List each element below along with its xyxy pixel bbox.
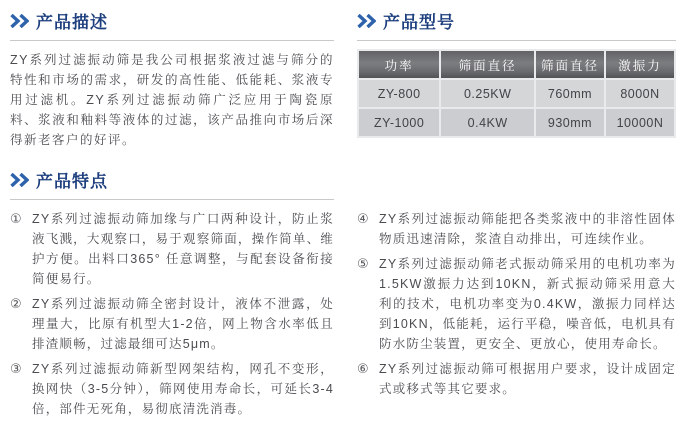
feature-item: [10, 359, 334, 419]
model-table-header-cell: 筛面直径: [441, 51, 534, 78]
double-chevron-icon: [357, 14, 376, 28]
feature-item: [357, 359, 676, 399]
features-column-left: [10, 209, 334, 424]
table-cell: 8000N: [606, 80, 674, 107]
table-row: [359, 109, 674, 136]
table-row: [359, 80, 674, 107]
description-title: 产品描述: [36, 13, 108, 32]
section-product-features: [10, 165, 676, 424]
model-header: [357, 6, 676, 33]
feature-text: ZY系列过滤振动筛全密封设计，液体不泄露，处理量大，比原有机型大1-2倍，网上物含水率低且排渣顺畅，过滤最细可达5μm。: [32, 297, 334, 351]
description-paragraph: ZY系列过滤振动筛是我公司根据浆液过滤与筛分的特性和市场的需求，研发的高性能、低能耗、浆液专用过滤机。ZY系列过滤振动筛广泛应用于陶瓷原料、浆液和釉料等液体的过滤，该产品推向市场后深得新老客户的好评。: [10, 53, 334, 147]
feature-text: ZY系列过滤振动筛老式振动筛采用的电机功率为1.5KW激振力达到10KN，新式振动筛采用意大利的技术，电机功率变为0.4KW，激振力同样达到10KN，低能耗，运行平稳，噪音低，电机具有防水防尘装置，更安全、更放心，使用寿命长。: [379, 257, 676, 351]
table-cell: 930mm: [536, 109, 604, 136]
feature-item: [357, 254, 676, 354]
divider: [10, 199, 334, 200]
section-product-model: [357, 6, 676, 138]
features-title: 产品特点: [36, 172, 108, 191]
double-chevron-icon: [10, 173, 29, 187]
feature-item: [10, 294, 334, 354]
model-table: [357, 49, 676, 138]
features-header: [10, 165, 676, 192]
model-table-header-row: [359, 51, 674, 78]
feature-number: ②: [10, 296, 22, 311]
features-columns: [10, 209, 676, 424]
feature-text: ZY系列过滤振动筛加缘与广口两种设计，防止浆液飞溅，大观察口，易于观察筛面，操作简单、维护方便。出料口365° 任意调整，与配套设备衔接简便易行。: [32, 212, 334, 286]
divider: [357, 40, 676, 41]
table-cell: 0.4KW: [441, 109, 534, 136]
model-table-header-cell: 功率: [359, 51, 439, 78]
feature-text: ZY系列过滤振动筛可根据用户要求，设计成固定式或移式等其它要求。: [379, 362, 676, 396]
double-chevron-icon: [10, 14, 29, 28]
feature-text: ZY系列过滤振动筛新型网架结构，网孔不变形，换网快（3-5分钟），筛网使用寿命长，可延长3-4倍，部件无死角，易彻底清洗消毒。: [32, 362, 334, 416]
table-cell: 10000N: [606, 109, 674, 136]
model-title: 产品型号: [383, 13, 455, 32]
table-cell: 760mm: [536, 80, 604, 107]
feature-number: ⑥: [357, 361, 369, 376]
section-product-description: [10, 6, 334, 150]
feature-number: ④: [357, 211, 369, 226]
top-row: [10, 6, 676, 150]
feature-item: [10, 209, 334, 289]
model-table-header-cell: 筛面直径: [536, 51, 604, 78]
table-cell: ZY-800: [359, 80, 439, 107]
feature-number: ①: [10, 211, 22, 226]
feature-item: [357, 209, 676, 249]
table-cell: 0.25KW: [441, 80, 534, 107]
description-header: [10, 6, 334, 33]
divider: [10, 40, 334, 41]
feature-text: ZY系列过滤振动筛能把各类浆液中的非溶性固体物质迅速清除，浆渣自动排出，可连续作业。: [379, 212, 676, 246]
features-column-right: [357, 209, 676, 424]
table-cell: ZY-1000: [359, 109, 439, 136]
feature-number: ③: [10, 361, 22, 376]
feature-number: ⑤: [357, 256, 369, 271]
model-table-header-cell: 激振力: [606, 51, 674, 78]
